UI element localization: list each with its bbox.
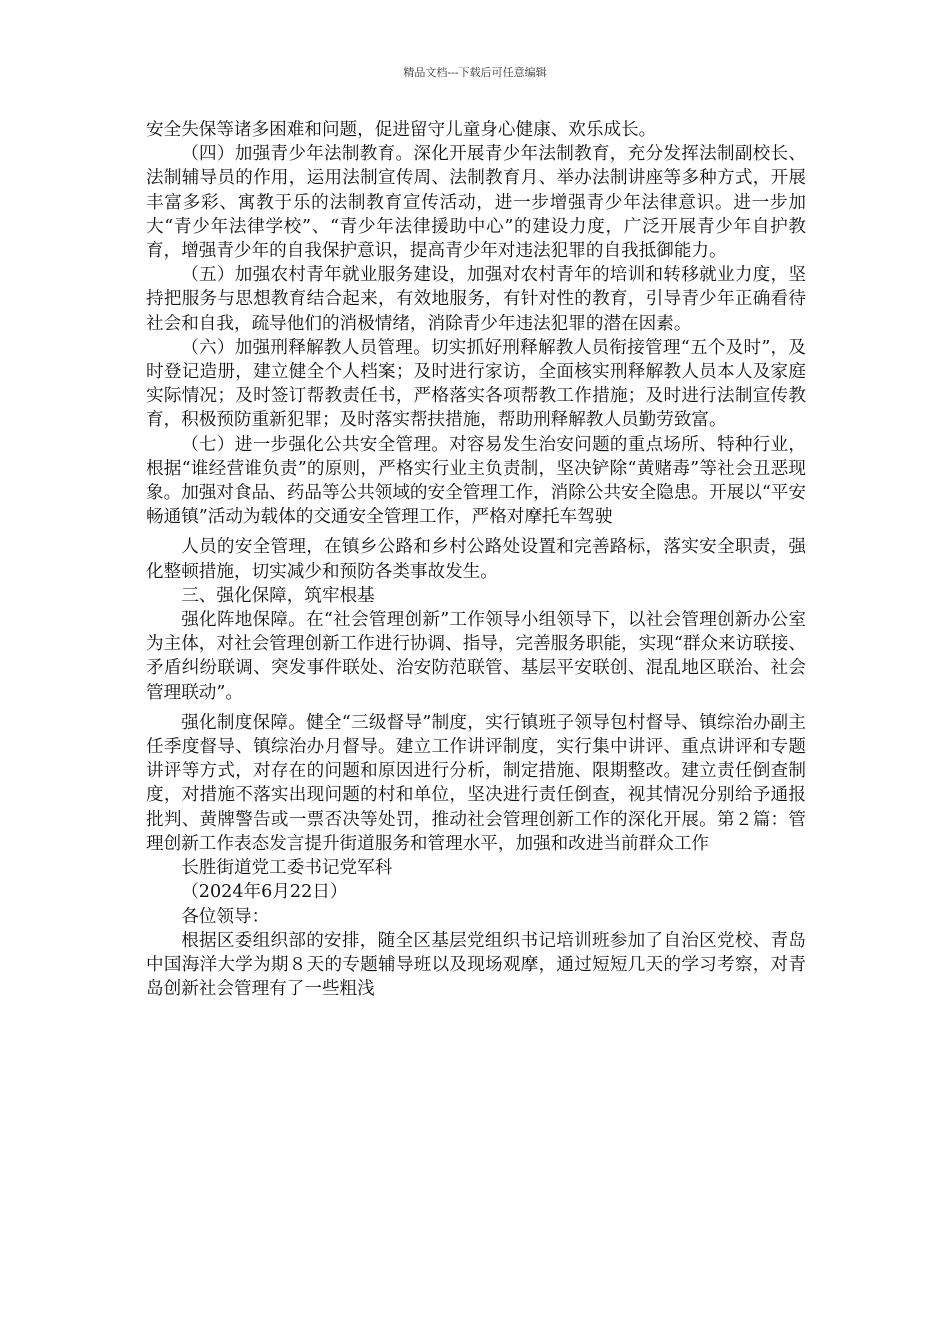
author-line: 长胜街道党工委书记党军科	[181, 858, 393, 879]
paragraph: （四）加强青少年法制教育。深化开展青少年法制教育，充分发挥法制副校长、法制辅导员的作用，运用法制宣传周、法制教育月、举办法制讲座等多种方式，开展丰富多彩、寓教于乐的法制教育宣传活动，进一步增强青少年法律意识。进一步加大“青少年法律学校”、“青少年法律援助中心”的建设力度，广泛开展青少年自护教育，增强青少年的自我保护意识，提高青少年对违法犯罪的自我抵御能力。	[146, 144, 806, 262]
paragraph: 根据区委组织部的安排，随全区基层党组织书记培训班参加了自治区党校、青岛中国海洋大学为期８天的专题辅导班以及现场观摩，通过短短几天的学习考察，对青岛创新社会管理有了一些粗浅	[146, 930, 806, 1000]
paragraph: （七）进一步强化公共安全管理。对容易发生治安问题的重点场所、特种行业，根据“谁经营谁负责”的原则，严格实行业主负责制，坚决铲除“黄赌毒”等社会丑恶现象。加强对食品、药品等公共领域的安全管理工作，消除公共安全隐患。开展以“平安畅通镇”活动为载体的交通安全管理工作，严格对摩托车驾驶	[146, 434, 806, 528]
paragraph: （六）加强刑释解教人员管理。切实抓好刑释解教人员衔接管理“五个及时”，及时登记造册，建立健全个人档案；及时进行家访，全面核实刑释解教人员本人及家庭实际情况；及时签订帮教责任书，严格落实各项帮教工作措施；及时进行法制宣传教育，积极预防重新犯罪；及时落实帮扶措施，帮助刑释解教人员勤劳致富。	[146, 337, 806, 431]
paragraph: 安全失保等诸多困难和问题，促进留守儿童身心健康、欢乐成长。	[146, 120, 657, 140]
salutation: 各位领导：	[181, 906, 270, 927]
document-body	[146, 118, 806, 1001]
date-line: （2024年6月22日）	[181, 882, 348, 903]
paragraph: 人员的安全管理，在镇乡公路和乡村公路处设置和完善路标，落实安全职责，强化整顿措施，切实减少和预防各类事故发生。	[146, 537, 806, 582]
paragraph: 强化制度保障。健全“三级督导”制度，实行镇班子领导包村督导、镇综治办副主任季度督导、镇综治办月督导。建立工作讲评制度，实行集中讲评、重点讲评和专题讲评等方式，对存在的问题和原因进行分析，制定措施、限期整改。建立责任倒查制度，对措施不落实出现问题的村和单位，坚决进行责任倒查，视其情况分别给予通报批判、黄牌警告或一票否决等处罚，推动社会管理创新工作的深化开展。第２篇：管理创新工作表态发言提升街道服务和管理水平，加强和改进当前群众工作	[146, 712, 806, 854]
paragraph: 强化阵地保障。在“社会管理创新”工作领导小组领导下，以社会管理创新办公室为主体，对社会管理创新工作进行协调、指导，完善服务职能，实现“群众来访联接、矛盾纠纷联调、突发事件联处、治安防范联管、基层平安联创、混乱地区联治、社会管理联动”。	[146, 610, 806, 703]
section-heading: 三、强化保障，筑牢根基	[181, 585, 375, 606]
paragraph: （五）加强农村青年就业服务建设，加强对农村青年的培训和转移就业力度，坚持把服务与思想教育结合起来，有效地服务，有针对性的教育，引导青少年正确看待社会和自我，疏导他们的消极情绪，消除青少年违法犯罪的潜在因素。	[146, 265, 806, 334]
page-header: 精品文档---下载后可任意编辑	[403, 66, 547, 79]
